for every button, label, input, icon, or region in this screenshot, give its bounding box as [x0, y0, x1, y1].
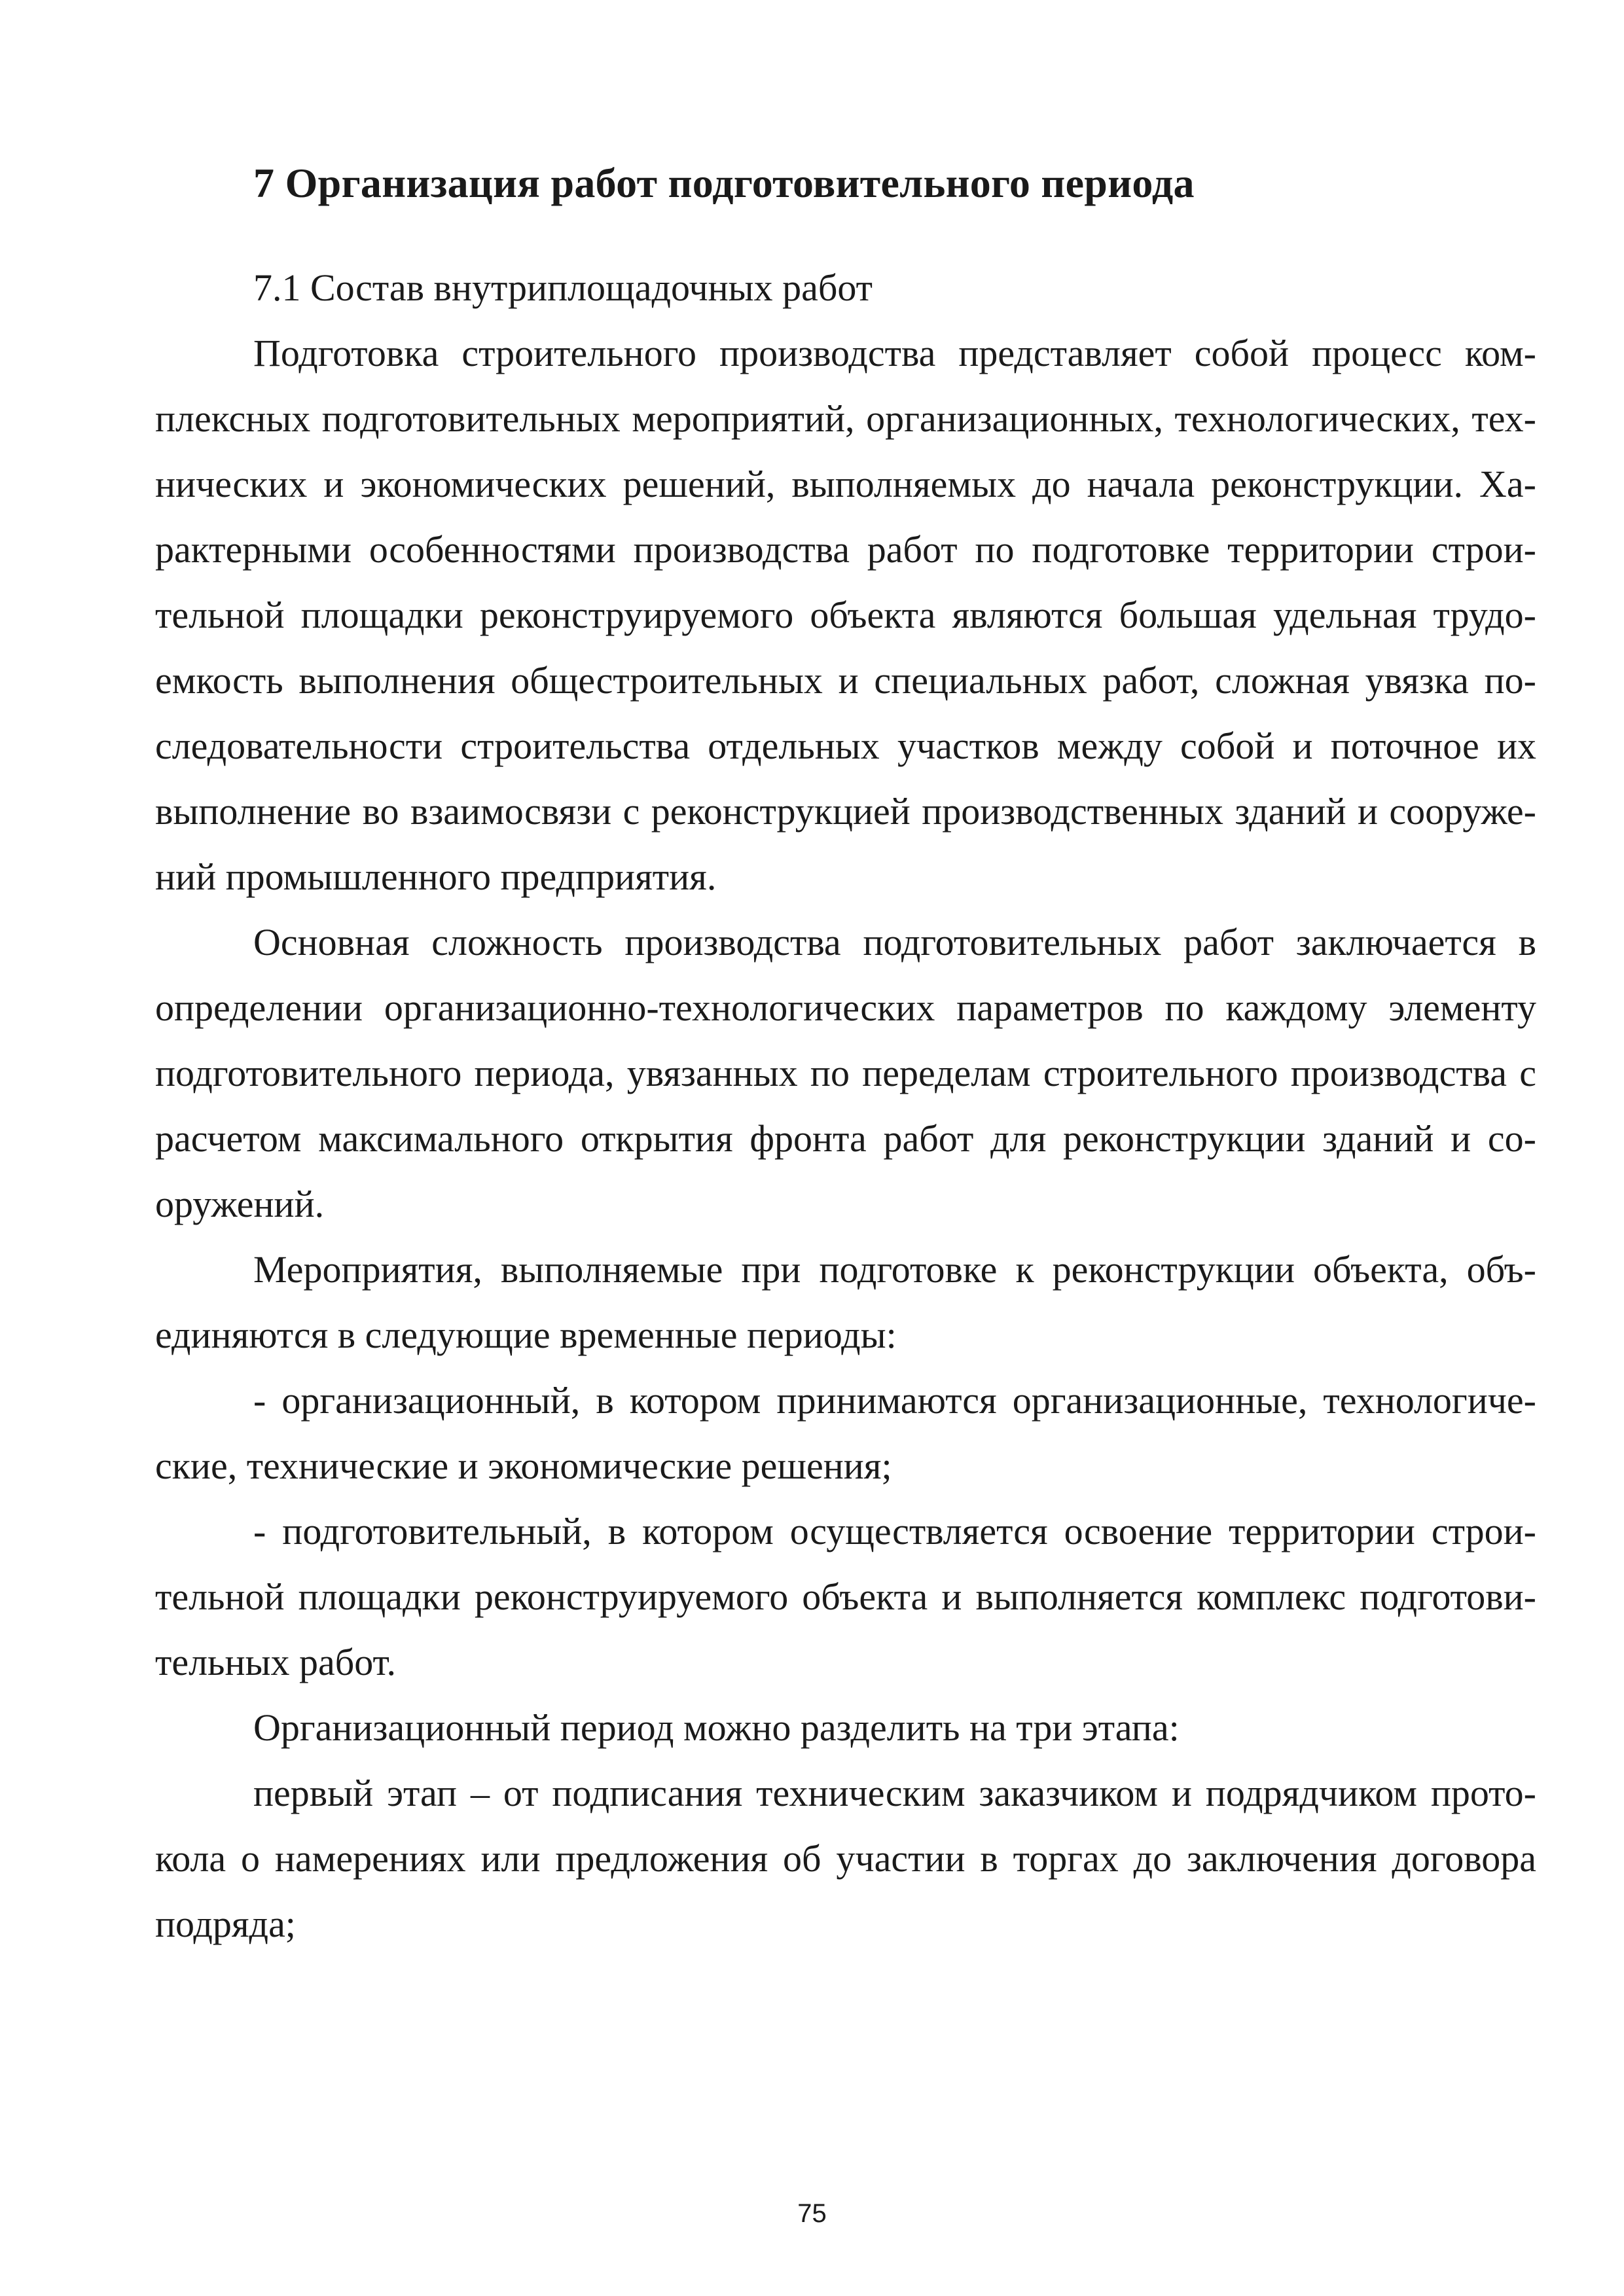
section-heading: 7 Организация работ подготовительного периода: [253, 160, 1195, 206]
paragraph-1: Подготовка строительного производства представляет собой процесс комплексных подготовительных мероприятий, организационных, технологических, технических и экономических решений, выполняемых до начала реконструкции. Характерными особенностями производства работ по подготовке территории строительной площадки реконструируемого объекта являются большая удельная трудоемкость выполнения общестроительных и специальных работ, сложная увязка последовательности строительства отдельных участков между собой и поточное их выполнение во взаимосвязи с реконструкцией производственных зданий и сооружений промышленного предприятия.: [155, 332, 1536, 898]
list-item-organizational: - организационный, в котором принимаются организационные, технологические, технические и экономические решения;: [155, 1379, 1536, 1487]
paragraph-3: Мероприятия, выполняемые при подготовке к реконструкции объекта, объединяются в следующие временные периоды:: [155, 1248, 1536, 1356]
paragraph-stages-intro: Организационный период можно разделить на три этапа:: [253, 1706, 1180, 1749]
page-content: [155, 149, 1536, 1957]
paragraph-first-stage: первый этап – от подписания техническим заказчиком и подрядчиком протокола о намерениях или предложения об участии в торгах до заключения договора подряда;: [155, 1772, 1536, 1945]
paragraph-2: Основная сложность производства подготовительных работ заключается в определении организационно-технологических параметров по каждому элементу подготовительного периода, увязанных по переделам строительного производства с расчетом максимального открытия фронта работ для реконструкции зданий и сооружений.: [155, 921, 1536, 1225]
list-item-preparatory: - подготовительный, в котором осуществляется освоение территории строительной площадки реконструируемого объекта и выполняется комплекс подготовительных работ.: [155, 1510, 1536, 1683]
page-number: 75: [797, 2199, 827, 2228]
subsection-heading: 7.1 Состав внутриплощадочных работ: [253, 266, 873, 309]
